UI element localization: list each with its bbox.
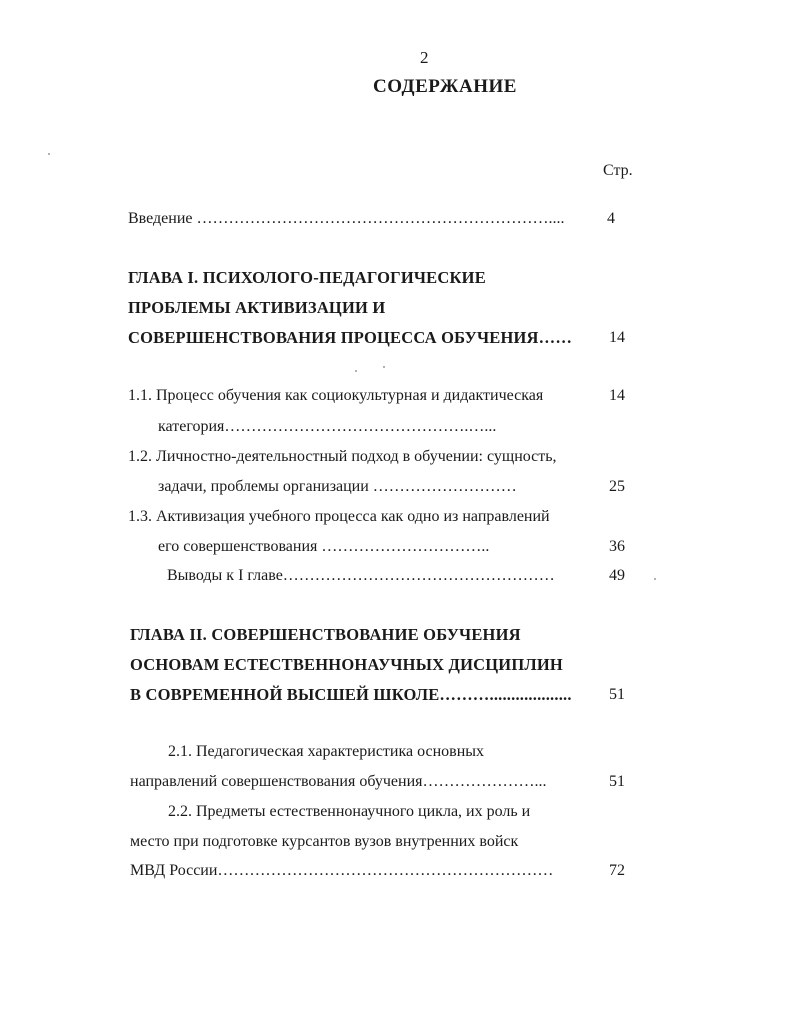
chapter1-heading-line3: СОВЕРШЕНСТВОВАНИЯ ПРОЦЕССА ОБУЧЕНИЯ…… — [128, 328, 573, 347]
toc-page-2-2: 72 — [609, 862, 625, 879]
scan-speck — [383, 366, 385, 368]
toc-page-1-1: 14 — [609, 387, 625, 404]
toc-entry-introduction: Введение ………………………………………………………….... — [128, 210, 565, 227]
toc-entry-1-2-line1: 1.2. Личностно-деятельностный подход в обучении: сущность, — [128, 448, 557, 465]
toc-entry-1-1-line1: 1.1. Процесс обучения как социокультурная и дидактическая — [128, 387, 544, 404]
chapter2-page: 51 — [609, 686, 625, 703]
toc-page-conclusions-1: 49 — [609, 567, 625, 584]
toc-entry-2-2-line3: МВД России……………………………………………………… — [130, 862, 554, 879]
toc-entry-2-1-line1: 2.1. Педагогическая характеристика основных — [168, 743, 485, 760]
toc-entry-1-3-line1: 1.3. Активизация учебного процесса как одно из направлений — [128, 508, 550, 525]
toc-page-1-3: 36 — [609, 538, 625, 555]
chapter2-heading-line3: В СОВРЕМЕННОЙ ВЫСШЕЙ ШКОЛЕ………................... — [130, 685, 572, 704]
toc-page-introduction: 4 — [607, 210, 615, 227]
chapter1-heading-line1: ГЛАВА I. ПСИХОЛОГО-ПЕДАГОГИЧЕСКИЕ — [128, 268, 486, 287]
page-title: СОДЕРЖАНИЕ — [373, 76, 517, 97]
page-column-label: Стр. — [603, 162, 633, 179]
toc-entry-2-2-line2: место при подготовке курсантов вузов внутренних войск — [130, 833, 519, 850]
scan-speck — [355, 370, 357, 372]
page-number: 2 — [420, 48, 429, 67]
chapter1-heading-line2: ПРОБЛЕМЫ АКТИВИЗАЦИИ И — [128, 298, 386, 317]
scan-speck — [48, 153, 50, 155]
chapter1-page: 14 — [609, 329, 625, 346]
scan-speck — [654, 578, 656, 580]
chapter2-heading-line2: ОСНОВАМ ЕСТЕСТВЕННОНАУЧНЫХ ДИСЦИПЛИН — [130, 655, 563, 674]
toc-entry-1-3-line2: его совершенствования ………………………….. — [158, 538, 490, 555]
toc-entry-conclusions-1: Выводы к I главе…………………………………………… — [167, 567, 555, 584]
toc-page-1-2: 25 — [609, 478, 625, 495]
toc-entry-1-1-line2: категория……………………………………….…... — [158, 418, 497, 435]
toc-page-2-1: 51 — [609, 773, 625, 790]
toc-entry-2-2-line1: 2.2. Предметы естественнонаучного цикла, их роль и — [168, 803, 531, 820]
chapter2-heading-line1: ГЛАВА II. СОВЕРШЕНСТВОВАНИЕ ОБУЧЕНИЯ — [130, 625, 521, 644]
toc-entry-2-1-line2: направлений совершенствования обучения…………………... — [130, 773, 547, 790]
toc-entry-1-2-line2: задачи, проблемы организации ……………………… — [158, 478, 517, 495]
